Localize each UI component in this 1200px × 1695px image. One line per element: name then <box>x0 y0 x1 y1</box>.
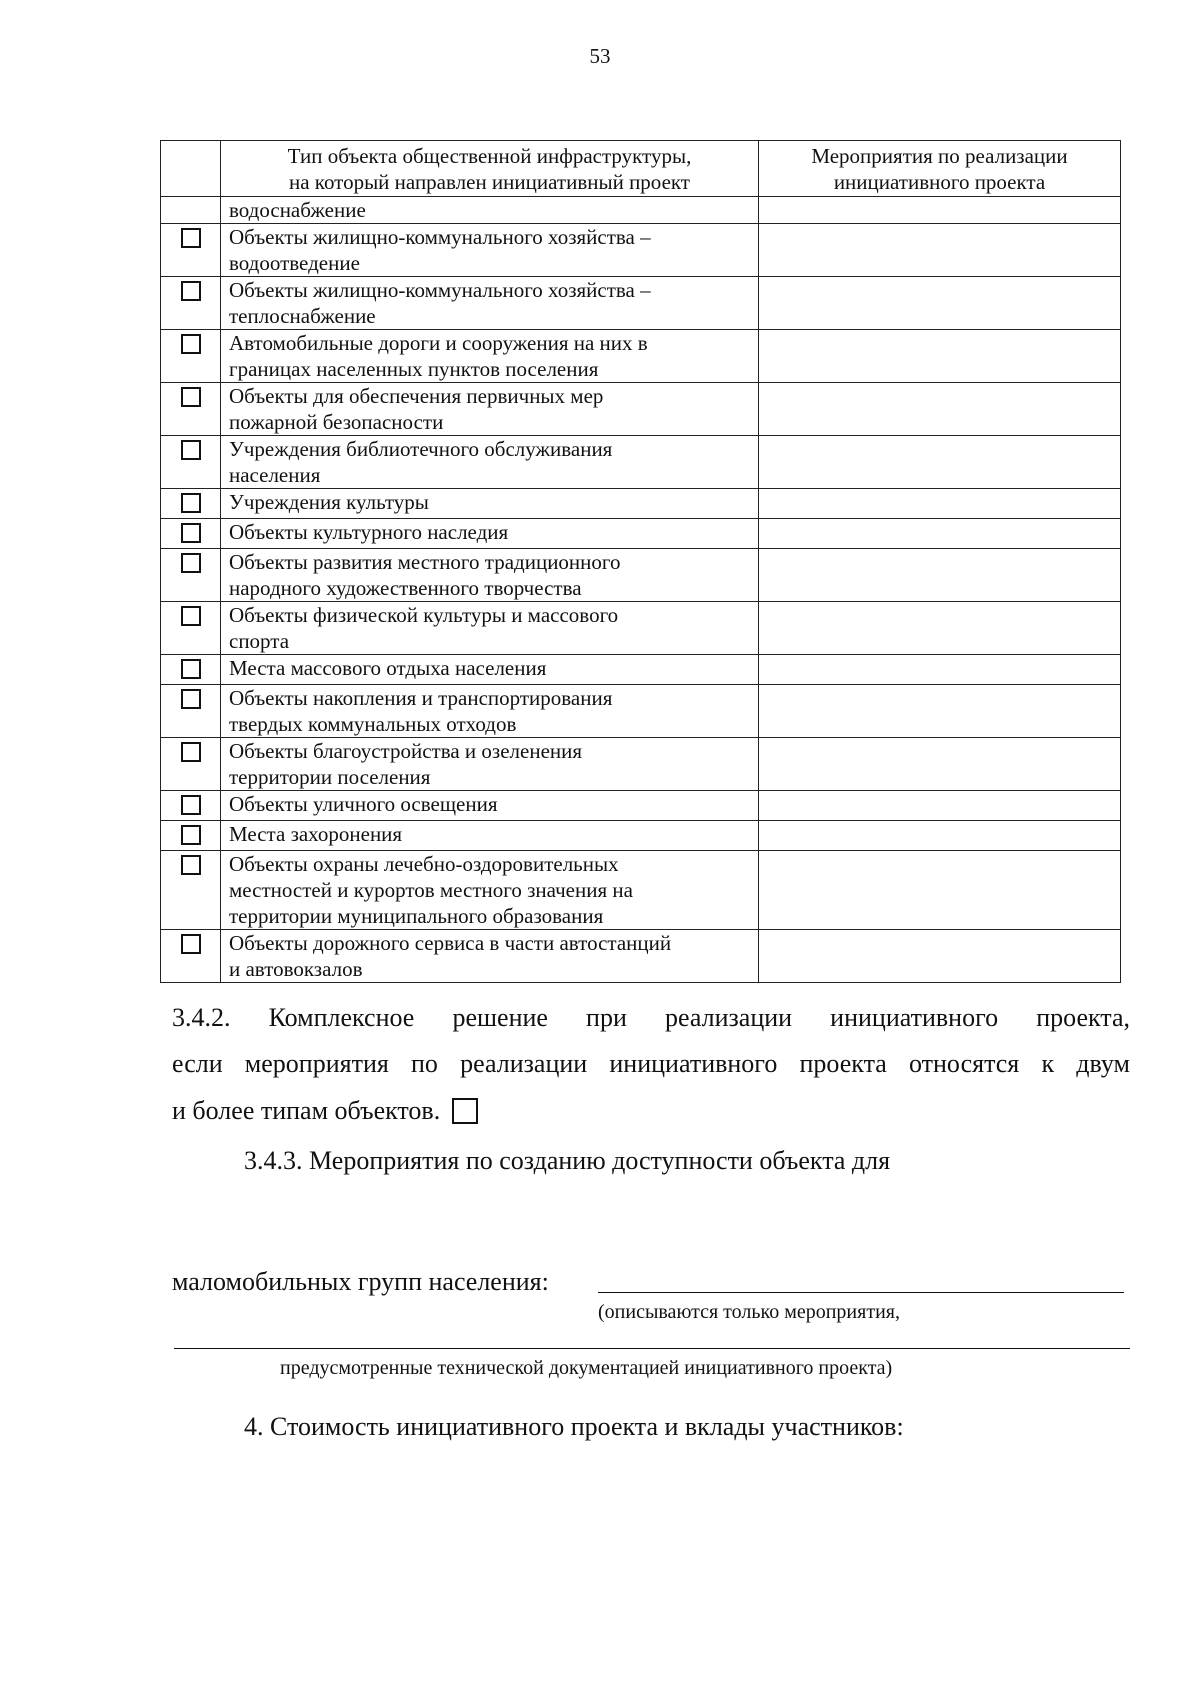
object-type-line: пожарной безопасности <box>229 410 444 434</box>
object-type-line: Объекты уличного освещения <box>229 792 498 816</box>
table-row <box>161 851 1121 930</box>
object-type-cell <box>221 224 759 277</box>
table-header-row <box>161 141 1121 197</box>
object-type-checkbox[interactable] <box>181 855 201 875</box>
activities-cell[interactable] <box>759 549 1121 602</box>
object-type-line: Места массового отдыха населения <box>229 656 547 680</box>
accessibility-hint-2: предусмотренные технической документацией инициативного проекта) <box>280 1357 893 1379</box>
table-row <box>161 519 1121 549</box>
header-checkbox-cell <box>161 141 221 197</box>
activities-cell[interactable] <box>759 277 1121 330</box>
table-row <box>161 224 1121 277</box>
object-type-line: границах населенных пунктов поселения <box>229 357 599 381</box>
object-type-line: Объекты физической культуры и массового <box>229 603 619 627</box>
object-type-text <box>221 277 758 329</box>
object-type-text <box>221 224 758 276</box>
object-type-cell <box>221 277 759 330</box>
header-object-type-line: Тип объекта общественной инфраструктуры, <box>287 144 692 168</box>
object-type-checkbox[interactable] <box>181 689 201 709</box>
object-type-checkbox[interactable] <box>181 493 201 513</box>
activities-cell[interactable] <box>759 489 1121 519</box>
section-342-line-3 <box>172 1096 478 1126</box>
table-row <box>161 277 1121 330</box>
row-checkbox-cell <box>161 602 221 655</box>
table-row <box>161 489 1121 519</box>
section-342-line-3-text: и более типам объектов. <box>172 1096 441 1125</box>
object-type-checkbox[interactable] <box>181 934 201 954</box>
object-type-text <box>221 519 758 545</box>
section-342-line-2: если мероприятия по реализации инициативного проекта относятся к двум <box>172 1049 1130 1078</box>
continued-object-type <box>221 197 759 224</box>
continued-activities-cell[interactable] <box>759 197 1121 224</box>
object-type-line: теплоснабжение <box>229 304 376 328</box>
object-type-line: территории поселения <box>229 765 431 789</box>
object-type-cell <box>221 738 759 791</box>
accessibility-hint-1: (описываются только мероприятия, <box>598 1301 900 1323</box>
object-type-text <box>221 489 758 515</box>
object-type-text <box>221 821 758 847</box>
row-checkbox-cell <box>161 519 221 549</box>
continued-checkbox-cell <box>161 197 221 224</box>
page-number: 53 <box>589 44 611 68</box>
table-row <box>161 930 1121 983</box>
object-type-checkbox[interactable] <box>181 334 201 354</box>
object-type-checkbox[interactable] <box>181 606 201 626</box>
row-checkbox-cell <box>161 791 221 821</box>
row-checkbox-cell <box>161 821 221 851</box>
activities-cell[interactable] <box>759 738 1121 791</box>
object-type-text <box>221 851 758 929</box>
table-row-continued <box>161 197 1121 224</box>
object-type-text <box>221 685 758 737</box>
object-type-cell <box>221 791 759 821</box>
table-row <box>161 655 1121 685</box>
activities-cell[interactable] <box>759 851 1121 930</box>
object-type-checkbox[interactable] <box>181 228 201 248</box>
object-type-line: Объекты накопления и транспортирования <box>229 686 613 710</box>
header-activities-line: Мероприятия по реализации <box>811 144 1068 168</box>
table-row <box>161 436 1121 489</box>
object-type-line: местностей и курортов местного значения на <box>229 878 633 902</box>
object-type-text <box>221 602 758 654</box>
object-type-line: Объекты для обеспечения первичных мер <box>229 384 604 408</box>
section-342-line-1: 3.4.2. Комплексное решение при реализации инициативного проекта, <box>172 1003 1130 1032</box>
row-checkbox-cell <box>161 930 221 983</box>
row-checkbox-cell <box>161 851 221 930</box>
object-type-cell <box>221 549 759 602</box>
object-type-checkbox[interactable] <box>181 553 201 573</box>
section-343-line-2: маломобильных групп населения: <box>172 1267 549 1296</box>
object-type-line: Автомобильные дороги и сооружения на них в <box>229 331 648 355</box>
object-type-cell <box>221 821 759 851</box>
object-type-line: и автовокзалов <box>229 957 363 981</box>
header-activities-line: инициативного проекта <box>833 170 1046 194</box>
row-checkbox-cell <box>161 549 221 602</box>
activities-cell[interactable] <box>759 383 1121 436</box>
object-type-text <box>221 930 758 982</box>
complex-solution-checkbox[interactable] <box>452 1098 478 1124</box>
object-type-line: Объекты культурного наследия <box>229 520 509 544</box>
object-type-cell <box>221 655 759 685</box>
object-type-text <box>221 549 758 601</box>
object-type-cell <box>221 383 759 436</box>
table-row <box>161 791 1121 821</box>
activities-cell[interactable] <box>759 821 1121 851</box>
activities-cell[interactable] <box>759 791 1121 821</box>
object-type-checkbox[interactable] <box>181 523 201 543</box>
object-type-line: народного художественного творчества <box>229 576 582 600</box>
object-type-line: Объекты развития местного традиционного <box>229 550 621 574</box>
object-type-line: спорта <box>229 629 290 653</box>
object-type-line: твердых коммунальных отходов <box>229 712 517 736</box>
object-type-cell <box>221 685 759 738</box>
activities-cell[interactable] <box>759 655 1121 685</box>
table-row <box>161 602 1121 655</box>
section-4-title: 4. Стоимость инициативного проекта и вклады участников: <box>244 1412 904 1441</box>
object-type-line: Объекты жилищно-коммунального хозяйства – <box>229 278 651 302</box>
object-type-text <box>221 791 758 817</box>
row-checkbox-cell <box>161 655 221 685</box>
object-type-checkbox[interactable] <box>181 659 201 679</box>
object-type-line: Объекты дорожного сервиса в части автостанций <box>229 931 672 955</box>
object-type-line: населения <box>229 463 321 487</box>
object-type-line: территории муниципального образования <box>229 904 604 928</box>
object-type-text <box>221 738 758 790</box>
object-type-checkbox[interactable] <box>181 795 201 815</box>
section-343-line-1: 3.4.3. Мероприятия по созданию доступности объекта для <box>244 1146 891 1175</box>
object-type-text <box>221 436 758 488</box>
object-type-cell <box>221 930 759 983</box>
accessibility-measures-field-continued[interactable] <box>174 1348 1130 1349</box>
row-checkbox-cell <box>161 277 221 330</box>
object-type-line: Учреждения культуры <box>229 490 429 514</box>
object-type-checkbox[interactable] <box>181 440 201 460</box>
activities-cell[interactable] <box>759 930 1121 983</box>
activities-cell[interactable] <box>759 519 1121 549</box>
infrastructure-type-table <box>160 140 1121 983</box>
object-type-text <box>221 383 758 435</box>
object-type-checkbox[interactable] <box>181 825 201 845</box>
row-checkbox-cell <box>161 330 221 383</box>
table-row <box>161 549 1121 602</box>
object-type-text <box>221 330 758 382</box>
object-type-text <box>221 655 758 681</box>
object-type-line: Объекты благоустройства и озеленения <box>229 739 583 763</box>
object-type-line: Учреждения библиотечного обслуживания <box>229 437 613 461</box>
object-type-cell <box>221 519 759 549</box>
object-type-checkbox[interactable] <box>181 281 201 301</box>
header-object-type-line: на который направлен инициативный проект <box>289 170 690 194</box>
header-activities <box>759 141 1121 197</box>
accessibility-measures-field[interactable] <box>598 1292 1124 1293</box>
activities-cell[interactable] <box>759 602 1121 655</box>
object-type-cell <box>221 489 759 519</box>
object-type-line: Объекты жилищно-коммунального хозяйства – <box>229 225 651 249</box>
object-type-line: Объекты охраны лечебно-оздоровительных <box>229 852 619 876</box>
table-row <box>161 821 1121 851</box>
object-type-cell <box>221 851 759 930</box>
table-row <box>161 383 1121 436</box>
table-row <box>161 738 1121 791</box>
object-type-line: Места захоронения <box>229 822 403 846</box>
object-type-cell <box>221 436 759 489</box>
row-checkbox-cell <box>161 685 221 738</box>
table-row <box>161 330 1121 383</box>
row-checkbox-cell <box>161 224 221 277</box>
header-object-type <box>221 141 759 197</box>
activities-cell[interactable] <box>759 436 1121 489</box>
activities-cell[interactable] <box>759 685 1121 738</box>
object-type-checkbox[interactable] <box>181 742 201 762</box>
row-checkbox-cell <box>161 738 221 791</box>
object-type-checkbox[interactable] <box>181 387 201 407</box>
row-checkbox-cell <box>161 436 221 489</box>
activities-cell[interactable] <box>759 330 1121 383</box>
continued-object-type-text: водоснабжение <box>229 198 366 222</box>
object-type-line: водоотведение <box>229 251 360 275</box>
row-checkbox-cell <box>161 383 221 436</box>
object-type-cell <box>221 330 759 383</box>
object-type-cell <box>221 602 759 655</box>
table-row <box>161 685 1121 738</box>
activities-cell[interactable] <box>759 224 1121 277</box>
row-checkbox-cell <box>161 489 221 519</box>
